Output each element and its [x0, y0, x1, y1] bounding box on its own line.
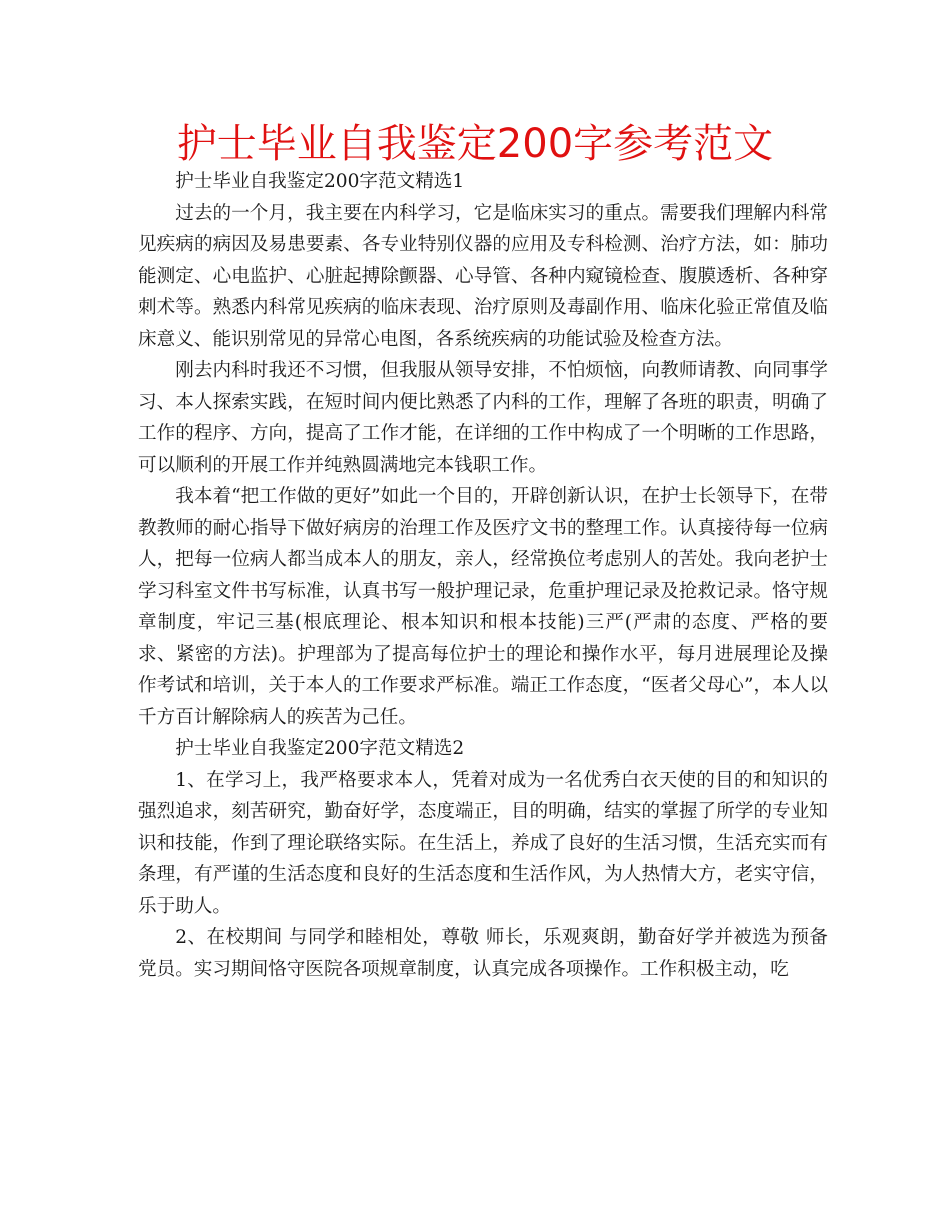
document-title: 护士毕业自我鉴定200字参考范文 — [176, 121, 774, 167]
paragraph-5: 2、在校期间 与同学和睦相处，尊敬 师长，乐观爽朗，勤奋好学并被选为预备党员。实习期间恪守医院各项规章制度，认真完成各项操作。工作积极主动，吃 — [138, 927, 828, 980]
paragraph-4: 1、在学习上，我严格要求本人，凭着对成为一名优秀白衣天使的目的和知识的强烈追求，刻苦研究，勤奋好学，态度端正，目的明确，结实的掌握了所学的专业知识和技能，作到了理论联络实际。在生活上，养成了良好的生活习惯，生活充实而有条理，有严谨的生活态度和良好的生活态度和生活作风，为人热情大方，老实守信，乐于助人。 — [138, 769, 828, 917]
section-heading-1: 护士毕业自我鉴定200字范文精选1 — [175, 171, 465, 192]
paragraph-3: 我本着“把工作做的更好”如此一个目的，开辟创新认识，在护士长领导下，在带教教师的耐心指导下做好病房的治理工作及医疗文书的整理工作。认真接待每一位病人，把每一位病人都当成本人的朋友，亲人，经常换位考虑别人的苦处。我向老护士学习科室文件书写标准，认真书写一般护理记录，危重护理记录及抢救记录。恪守规章制度，牢记三基(根底理论、根本知识和根本技能)三严(严肃的态度、严格的要求、紧密的方法)。护理部为了提高每位护士的理论和操作水平，每月进展理论及操作考试和培训，关于本人的工作要求严标准。端正工作态度，“医者父母心”，本人以千方百计解除病人的疾苦为己任。 — [138, 486, 828, 728]
paragraph-2: 刚去内科时我还不习惯，但我服从领导安排，不怕烦恼，向教师请教、向同事学习、本人探索实践，在短时间内便比熟悉了内科的工作，理解了各班的职责，明确了工作的程序、方向，提高了工作才能，在详细的工作中构成了一个明晰的工作思路，可以顺利的开展工作并纯熟圆满地完本钱职工作。 — [138, 360, 828, 476]
document-body — [138, 166, 828, 985]
section-heading-2: 护士毕业自我鉴定200字范文精选2 — [175, 738, 465, 759]
paragraph-1: 过去的一个月，我主要在内科学习，它是临床实习的重点。需要我们理解内科常见疾病的病因及易患要素、各专业特别仪器的应用及专科检测、治疗方法，如：肺功能测定、心电监护、心脏起搏除颤器、心导管、各种内窥镜检查、腹膜透析、各种穿刺术等。熟悉内科常见疾病的临床表现、治疗原则及毒副作用、临床化验正常值及临床意义、能识别常见的异常心电图，各系统疾病的功能试验及检查方法。 — [138, 202, 828, 350]
